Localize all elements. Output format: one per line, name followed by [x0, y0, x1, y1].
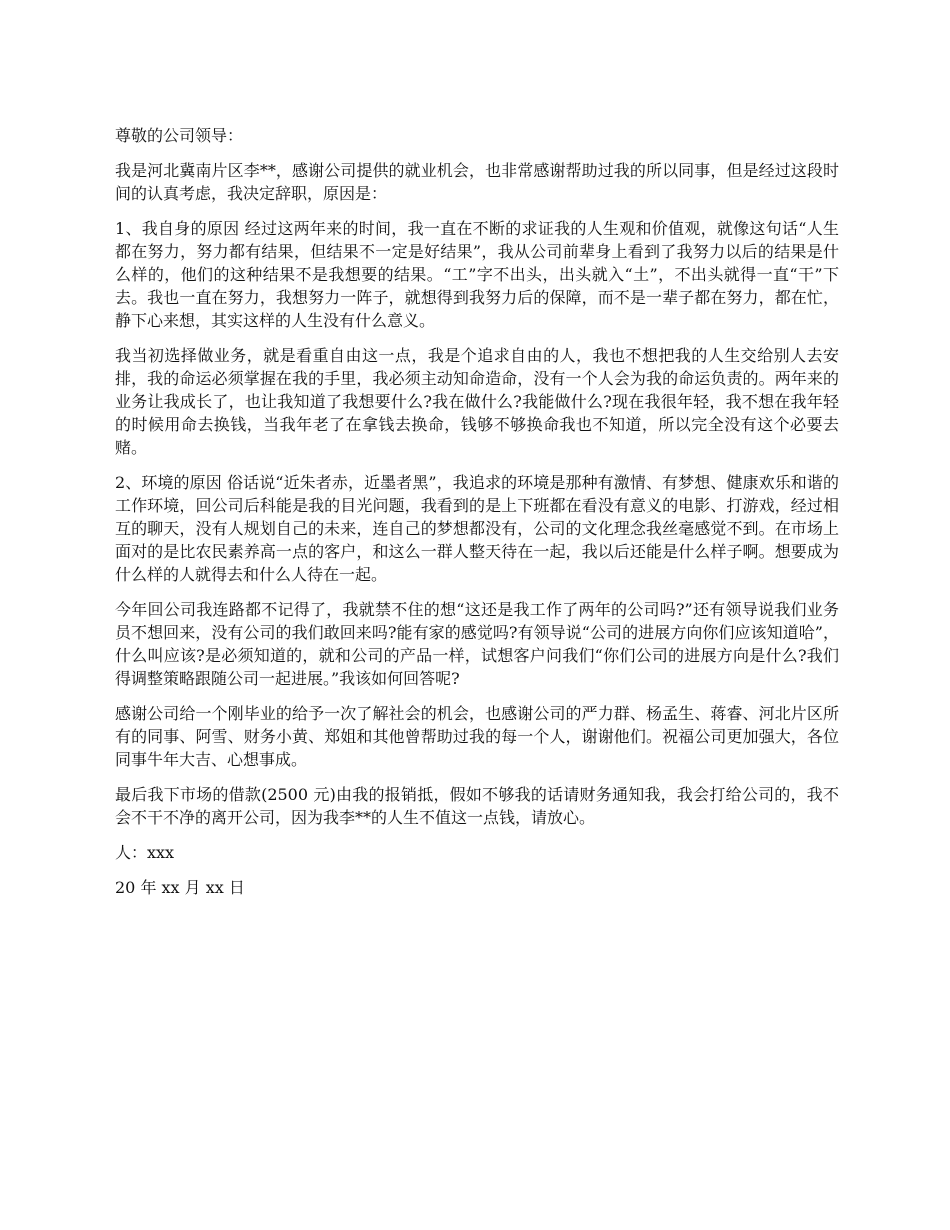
reason-environment-paragraph: 2、环境的原因 俗话说“近朱者赤，近墨者黑”，我追求的环境是那种有激情、有梦想、健康欢乐和谐的工作环境，回公司后科能是我的目光问题，我看到的是上下班都在看没有意义的电影、打游戏，经过相互的聊天，没有人规划自己的未来，连自己的梦想都没有，公司的文化理念我丝毫感觉不到。在市场上面对的是比农民素养高一点的客户，和这么一群人整天待在一起，我以后还能是什么样子啊。想要成为什么样的人就得去和什么人待在一起。 [115, 473, 839, 584]
reason-personal-paragraph: 1、我自身的原因 经过这两年来的时间，我一直在不断的求证我的人生观和价值观，就像这句话“人生都在努力，努力都有结果，但结果不一定是好结果”，我从公司前辈身上看到了我努力以后的结果是什么样的，他们的这种结果不是我想要的结果。“工”字不出头，出头就入“土”，不出头就得一直“干”下去。我也一直在努力，我想努力一阵子，就想得到我努力后的保障，而不是一辈子都在努力，都在忙，静下心来想，其实这样的人生没有什么意义。 [115, 219, 839, 330]
intro-paragraph: 我是河北冀南片区李**，感谢公司提供的就业机会，也非常感谢帮助过我的所以同事，但是经过这段时间的认真考虑，我决定辞职，原因是： [115, 161, 839, 203]
company-direction-paragraph: 今年回公司我连路都不记得了，我就禁不住的想“这还是我工作了两年的公司吗?”还有领导说我们业务员不想回来，没有公司的我们敢回来吗?能有家的感觉吗?有领导说“公司的进展方向你们应该知道哈”，什么叫应该?是必须知道的，就和公司的产品一样，试想客户问我们“你们公司的进展方向是什么?我们得调整策略跟随公司一起进展。”我该如何回答呢? [115, 600, 839, 688]
thanks-paragraph: 感谢公司给一个刚毕业的给予一次了解社会的机会，也感谢公司的严力群、杨孟生、蒋睿、河北片区所有的同事、阿雪、财务小黄、郑姐和其他曾帮助过我的每一个人，谢谢他们。祝福公司更加强大，各位同事牛年大吉、心想事成。 [115, 704, 839, 769]
loan-repayment-paragraph: 最后我下市场的借款(2500 元)由我的报销抵，假如不够我的话请财务通知我，我会打给公司的，我不会不干不净的离开公司，因为我李**的人生不值这一点钱，请放心。 [115, 785, 839, 827]
signature: 人：xxx [115, 843, 175, 862]
reason-freedom-paragraph: 我当初选择做业务，就是看重自由这一点，我是个追求自由的人，我也不想把我的人生交给别人去安排，我的命运必须掌握在我的手里，我必须主动知命造命，没有一个人会为我的命运负责的。两年来的业务让我成长了，也让我知道了我想要什么?我在做什么?我能做什么?现在我很年轻，我不想在我年轻的时候用命去换钱，当我年老了在拿钱去换命，钱够不够换命我也不知道，所以完全没有这个必要去赌。 [115, 346, 839, 457]
resignation-letter [115, 124, 839, 911]
letter-date: 20 年 xx 月 xx 日 [115, 878, 245, 897]
salutation: 尊敬的公司领导： [115, 126, 244, 145]
